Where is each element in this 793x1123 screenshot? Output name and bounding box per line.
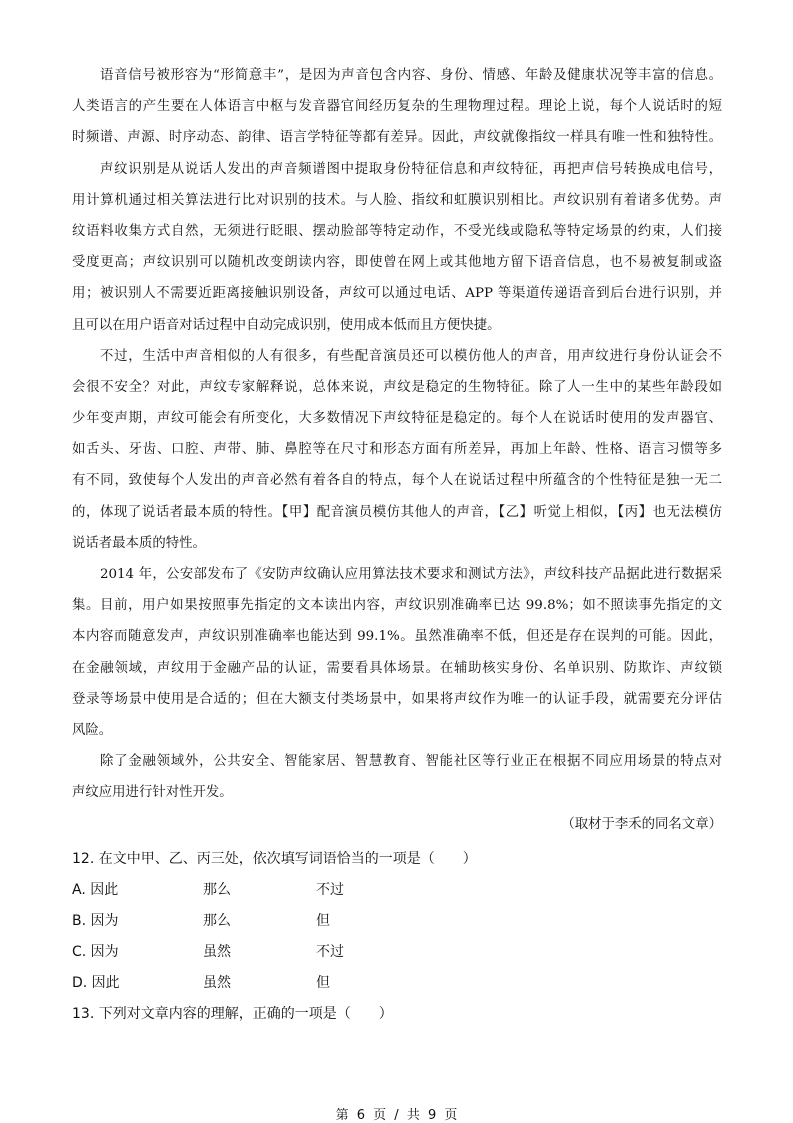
paragraph bbox=[72, 154, 722, 341]
paragraph bbox=[72, 341, 722, 559]
option-word: 但 bbox=[316, 913, 330, 929]
questions-section bbox=[72, 844, 477, 1030]
paragraph-line: 用计算机通过相关算法进行比对识别的技术。与人脸、指纹和虹膜识别相比。声纹识别有着诸多优势。声 bbox=[72, 192, 722, 208]
question-13-stem: 13. 下列对文章内容的理解，正确的一项是（ ） bbox=[72, 1006, 393, 1022]
paragraph-line: 的，体现了说话者最本质的特性。【甲】配音演员模仿其他人的声音，【乙】听觉上相似，【丙】也无法模仿 bbox=[72, 504, 722, 520]
option-word: B. 因为 bbox=[72, 913, 119, 929]
reading-passage bbox=[72, 60, 722, 840]
paragraph-line: 集。目前，用户如果按照事先指定的文本读出内容，声纹识别准确率已达 99.8%；如不照读事先指定的文 bbox=[72, 598, 722, 614]
answer-option bbox=[72, 875, 477, 906]
paragraph bbox=[72, 746, 722, 808]
option-word: 不过 bbox=[316, 882, 344, 898]
option-word: 那么 bbox=[203, 882, 231, 898]
paragraph-line: 本内容而随意发声，声纹识别准确率也能达到 99.1%。虽然准确率不低，但还是存在误判的可能。因此， bbox=[72, 629, 722, 645]
paragraph-line: 受度更高；声纹识别可以随机改变朗读内容，即使曾在网上或其他地方留下语音信息，也不易被复制或盗 bbox=[72, 255, 722, 271]
paragraph-line: 如舌头、牙齿、口腔、声带、肺、鼻腔等在尺寸和形态方面有所差异，再加上年龄、性格、语言习惯等多 bbox=[72, 442, 722, 458]
answer-option bbox=[72, 906, 477, 937]
paragraph-line: 不过，生活中声音相似的人有很多，有些配音演员还可以模仿他人的声音，用声纹进行身份认证会不 bbox=[100, 348, 722, 364]
source-citation: （取材于李禾的同名文章） bbox=[561, 816, 722, 832]
option-word: C. 因为 bbox=[72, 944, 119, 960]
question-12-stem: 12. 在文中甲、乙、丙三处，依次填写词语恰当的一项是（ ） bbox=[72, 851, 477, 867]
paragraph bbox=[72, 60, 722, 154]
paragraph-line: 时频谱、声源、时序动态、韵律、语言学特征等都有差异。因此，声纹就像指纹一样具有唯一性和独特性。 bbox=[72, 130, 722, 146]
option-word: 但 bbox=[316, 975, 330, 991]
paragraph-line: 声纹应用进行针对性开发。 bbox=[72, 785, 233, 801]
paragraph-line: 纹语料收集方式自然，无须进行眨眼、摆动脸部等特定动作，不受光线或隐私等特定场景的约束，人们接 bbox=[72, 223, 722, 239]
paragraph-line: 2014 年，公安部发布了《安防声纹确认应用算法技术要求和测试方法》，声纹科技产品据此进行数据采 bbox=[100, 567, 722, 582]
paragraph-line: 人类语言的产生要在人体语言中枢与发音器官间经历复杂的生理物理过程。理论上说，每个人说话时的短 bbox=[72, 99, 722, 115]
paragraph-line: 有不同，致使每个人发出的声音必然有着各自的特点，每个人在说话过程中所蕴含的个性特征是独一无二 bbox=[72, 473, 722, 489]
answer-option bbox=[72, 968, 477, 999]
option-word: 虽然 bbox=[203, 975, 231, 991]
paragraph-line: 声纹识别是从说话人发出的声音频谱图中提取身份特征信息和声纹特征，再把声信号转换成电信号， bbox=[100, 161, 722, 177]
paragraph-line: 除了金融领域外，公共安全、智能家居、智慧教育、智能社区等行业正在根据不同应用场景的特点对 bbox=[100, 754, 722, 770]
option-word: 那么 bbox=[203, 913, 231, 929]
option-word: D. 因此 bbox=[72, 975, 120, 991]
option-word: 虽然 bbox=[203, 944, 231, 960]
option-word: 不过 bbox=[316, 944, 344, 960]
paragraph-line: 登录等场景中使用是合适的；但在大额支付类场景中，如果将声纹作为唯一的认证手段，就需要充分评估 bbox=[72, 691, 722, 707]
paragraph-line: 语音信号被形容为“形简意丰”，是因为声音包含内容、身份、情感、年龄及健康状况等丰富的信息。 bbox=[100, 68, 722, 83]
paragraph-line: 在金融领域，声纹用于金融产品的认证，需要看具体场景。在辅助核实身份、名单识别、防欺诈、声纹锁 bbox=[72, 660, 722, 676]
paragraph-line: 会很不安全？对此，声纹专家解释说，总体来说，声纹是稳定的生物特征。除了人一生中的某些年龄段如 bbox=[72, 379, 722, 395]
page-number: 第 6 页 / 共 9 页 bbox=[335, 1108, 458, 1123]
paragraph-line: 用；被识别人不需要近距离接触识别设备，声纹可以通过电话、APP 等渠道传递语音到后台进行识别，并 bbox=[72, 286, 722, 302]
paragraph-line: 说话者最本质的特性。 bbox=[72, 535, 206, 551]
paragraph-line: 少年变声期，声纹可能会有所变化，大多数情况下声纹特征是稳定的。每个人在说话时使用的发声器官、 bbox=[72, 411, 722, 427]
paragraph bbox=[72, 559, 722, 746]
option-word: A. 因此 bbox=[72, 882, 119, 898]
paragraph-line: 且可以在用户语音对话过程中自动完成识别，使用成本低而且方便快捷。 bbox=[72, 317, 501, 333]
answer-option bbox=[72, 937, 477, 968]
paragraph-line: 风险。 bbox=[72, 722, 113, 738]
